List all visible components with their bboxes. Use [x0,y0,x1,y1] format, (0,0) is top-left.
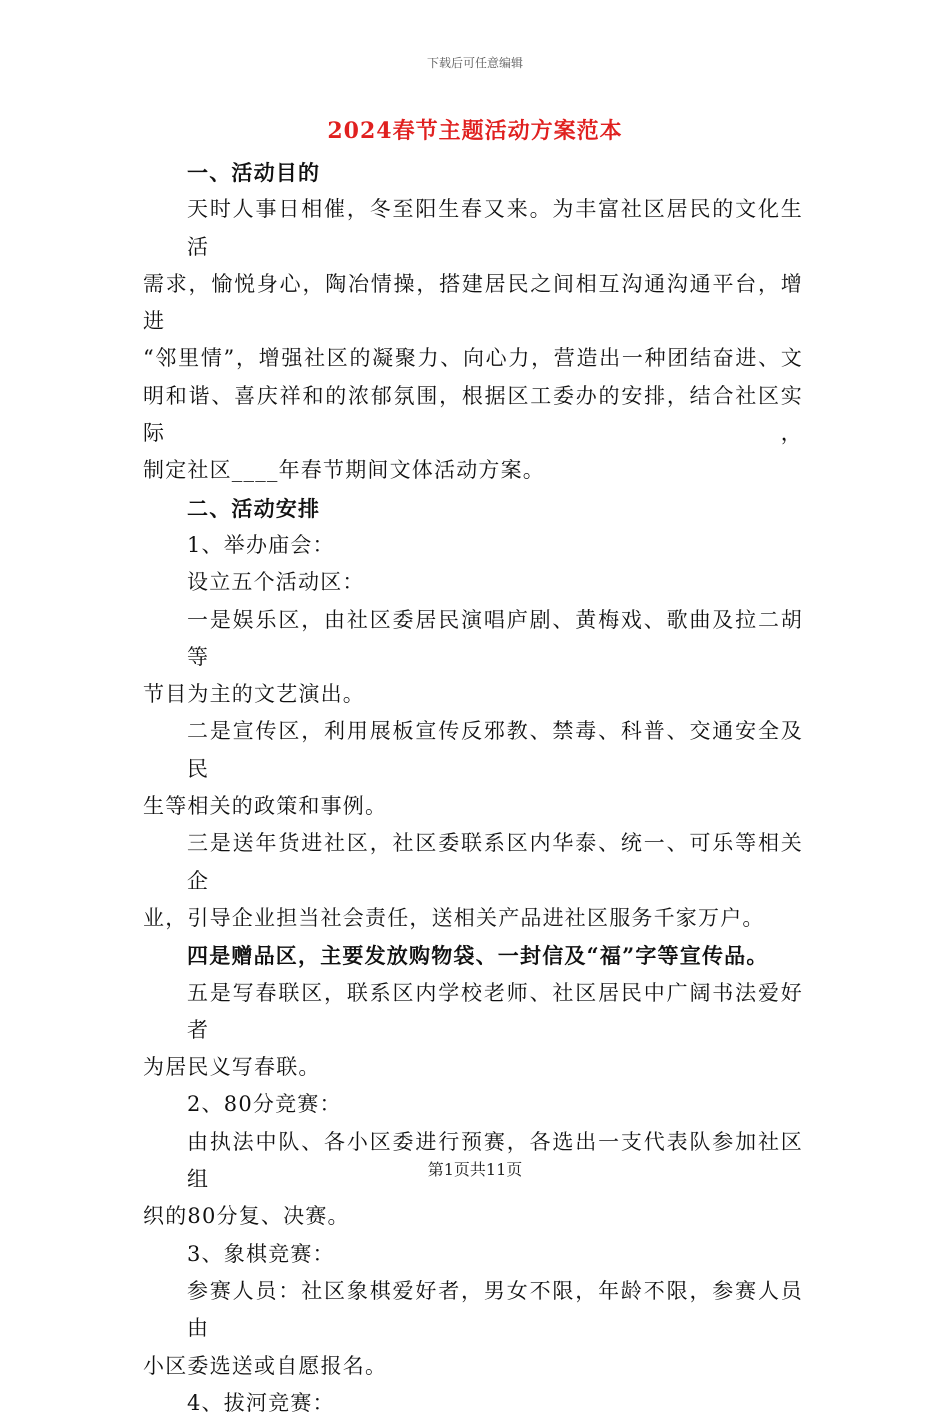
paragraph-line: 由执法中队、各小区委进行预赛，各选出一支代表队参加社区组 [187,1129,803,1192]
page-indicator: 第1页共11页 [427,1160,523,1179]
paragraph-line: “邻里情”，增强社区的凝聚力、向心力，营造出一种团结奋进、文 [143,346,803,371]
section-heading: 一、活动目的 [187,160,321,185]
paragraph-line: 织的80分复、决赛。 [143,1204,350,1229]
paragraph-line: 天时人事日相催，冬至阳生春又来。为丰富社区居民的文化生活 [187,197,803,259]
paragraph-line: 参赛人员：社区象棋爱好者，男女不限，年龄不限，参赛人员由 [187,1278,803,1341]
paragraph-line: 三是送年货进社区，社区委联系区内华泰、统一、可乐等相关企 [187,831,803,893]
paragraph-line: 需求，愉悦身心，陶冶情操，搭建居民之间相互沟通沟通平台，增进 [143,271,803,334]
subsection-heading: 3、象棋竞赛： [187,1241,335,1266]
subsection-heading: 4、拔河竞赛： [187,1390,335,1415]
paragraph-line-bold: 四是赠品区，主要发放购物袋、一封信及“福”字等宣传品。 [187,943,769,969]
paragraph-line: 五是写春联区，联系区内学校老师、社区居民中广阔书法爱好者 [187,980,803,1042]
subsection-heading: 2、80分竞赛： [187,1092,342,1117]
paragraph-line: 明和谐、喜庆祥和的浓郁氛围，根据区工委办的安排，结合社区实际， [143,383,803,446]
section-heading: 二、活动安排 [187,495,321,521]
paragraph-line: 生等相关的政策和事例。 [143,794,388,819]
paragraph-line: 一是娱乐区，由社区委居民演唱庐剧、黄梅戏、歌曲及拉二胡等 [187,607,803,669]
paragraph-line: 小区委选送或自愿报名。 [143,1353,388,1378]
header-note: 下载后可任意编辑 [426,56,523,70]
document-title: 2024春节主题活动方案范本 [327,118,623,144]
paragraph-line: 节目为主的文艺演出。 [143,682,365,707]
paragraph-line: 为居民义写春联。 [143,1055,321,1080]
document-body [143,154,803,1422]
paragraph-line: 制定社区____年春节期间文体活动方案。 [143,458,545,483]
paragraph-line: 设立五个活动区： [187,570,365,595]
paragraph-line: 业，引导企业担当社会责任，送相关产品进社区服务千家万户。 [143,905,765,930]
subsection-heading: 1、举办庙会： [187,532,335,557]
paragraph-line: 二是宣传区，利用展板宣传反邪教、禁毒、科普、交通安全及民 [187,719,803,781]
